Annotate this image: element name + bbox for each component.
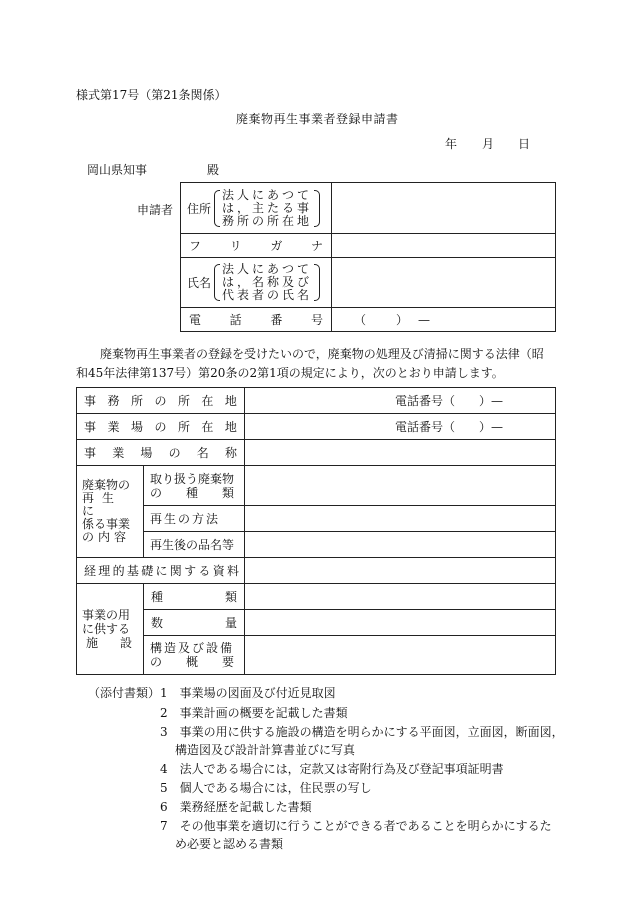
recycle-method-label-cell [144,506,245,532]
product-name-input[interactable] [245,532,556,558]
main-table [76,387,556,675]
site-phone: 電話番号（ ）— [394,420,503,434]
attachment-item: 3 事業の用に供する施設の構造を明らかにする平面図，立面図，断面図， [160,725,564,739]
attachment-item: 6 業務経歴を記載した書類 [160,800,312,814]
site-address-label-cell [77,414,245,440]
recycle-method-input[interactable] [245,506,556,532]
attachment-item-continuation: 構造図及び設計計算書並びに写真 [175,743,356,757]
site-address-label: 事 業 場 の 所 在 地 [84,420,237,434]
address-note-line: 法人にあつて [222,187,313,202]
address-note [214,189,320,228]
attachments-label: （添付書類） [88,686,161,700]
facility-count-input[interactable] [245,610,556,636]
office-address-input[interactable] [245,388,556,414]
name-input[interactable] [332,258,556,308]
name-note-line: は，名称及び [222,275,313,289]
address-input[interactable] [332,183,556,234]
recycling-group-cell [77,466,144,558]
waste-type-label: 取り扱う廃棄物 の 種 類 [150,471,235,500]
waste-type-input[interactable] [245,466,556,506]
facility-count-label-cell [144,610,245,636]
name-note [214,263,320,302]
applicant-label: 申請者 [137,203,174,217]
site-name-input[interactable] [245,440,556,466]
office-address-label: 事 務 所 の 所 在 地 [84,394,237,408]
facility-structure-input[interactable] [245,636,556,675]
financial-basis-label-cell [77,558,245,584]
facility-structure-label-cell [144,636,245,675]
name-label-cell [181,258,332,308]
body-text-line-1: 廃棄物再生事業者の登録を受けたいので，廃棄物の処理及び清掃に関する法律（昭 [100,347,544,361]
name-label: 氏名 [187,276,212,290]
facility-group-label: 事業の用 に供する 施 設 [82,608,132,650]
attachment-item: 4 法人である場合には，定款又は寄附行為及び登記事項証明書 [160,762,504,776]
date-year-label: 年 [445,137,458,151]
applicant-table [180,182,556,332]
financial-basis-label: 経理的基礎に関する資料 [84,564,242,578]
date-month-label: 月 [482,137,495,151]
office-address-label-cell [77,388,245,414]
addressee-honorific: 殿 [207,163,220,177]
facility-structure-label: 構造及び設備 の 概 要 [150,641,235,669]
phone-label: 電 話 番 号 [189,313,323,327]
facility-kind-input[interactable] [245,584,556,610]
form-number: 様式第17号（第21条関係） [76,88,227,102]
attachment-item-continuation: め必要と認める書類 [175,837,284,851]
attachment-item: 5 個人である場合には，住民票の写し [160,781,372,795]
attachment-item: 2 事業計画の概要を記載した書類 [160,706,348,720]
phone-format: （ ） — [354,313,433,327]
office-phone: 電話番号（ ）— [394,394,503,408]
product-name-label: 再生後の品名等 [150,538,235,552]
furigana-label: フ リ ガ ナ [189,239,323,253]
facility-kind-label-cell [144,584,245,610]
body-text-line-2: 和45年法律第137号）第20条の2第1項の規定により，次のとおり申請します。 [76,366,504,380]
furigana-label-cell [181,234,332,258]
addressee-name: 岡山県知事 [87,163,148,177]
address-label-cell [181,183,332,234]
phone-input[interactable] [332,308,556,332]
address-label: 住所 [187,201,212,216]
financial-basis-input[interactable] [245,558,556,584]
date-day-label: 日 [518,137,531,151]
site-address-input[interactable] [245,414,556,440]
facility-group-cell [77,584,144,675]
site-name-label: 事 業 場 の 名 称 [84,446,237,460]
page-title: 廃棄物再生事業者登録申請書 [236,112,399,126]
attachment-item: 7 その他事業を適切に行うことができる者であることを明らかにするた [160,819,552,833]
phone-label-cell [181,308,332,332]
facility-count-label: 数 量 [151,616,237,630]
facility-kind-label: 種 類 [151,590,237,604]
furigana-input[interactable] [332,234,556,258]
name-note-line: 代表者の氏名 [222,288,313,302]
product-name-label-cell [144,532,245,558]
recycling-group-label: 廃棄物の 再生に 係る事業 の内容 [82,478,131,544]
name-note-line: 法人にあつて [222,262,313,276]
attachment-item: 1 事業場の図面及び付近見取図 [160,686,336,700]
address-note-line: 務所の所在地 [222,213,313,228]
site-name-label-cell [77,440,245,466]
address-note-line: は，主たる事 [222,200,313,215]
waste-type-label-cell [144,466,245,506]
recycle-method-label: 再生の方法 [150,512,221,526]
